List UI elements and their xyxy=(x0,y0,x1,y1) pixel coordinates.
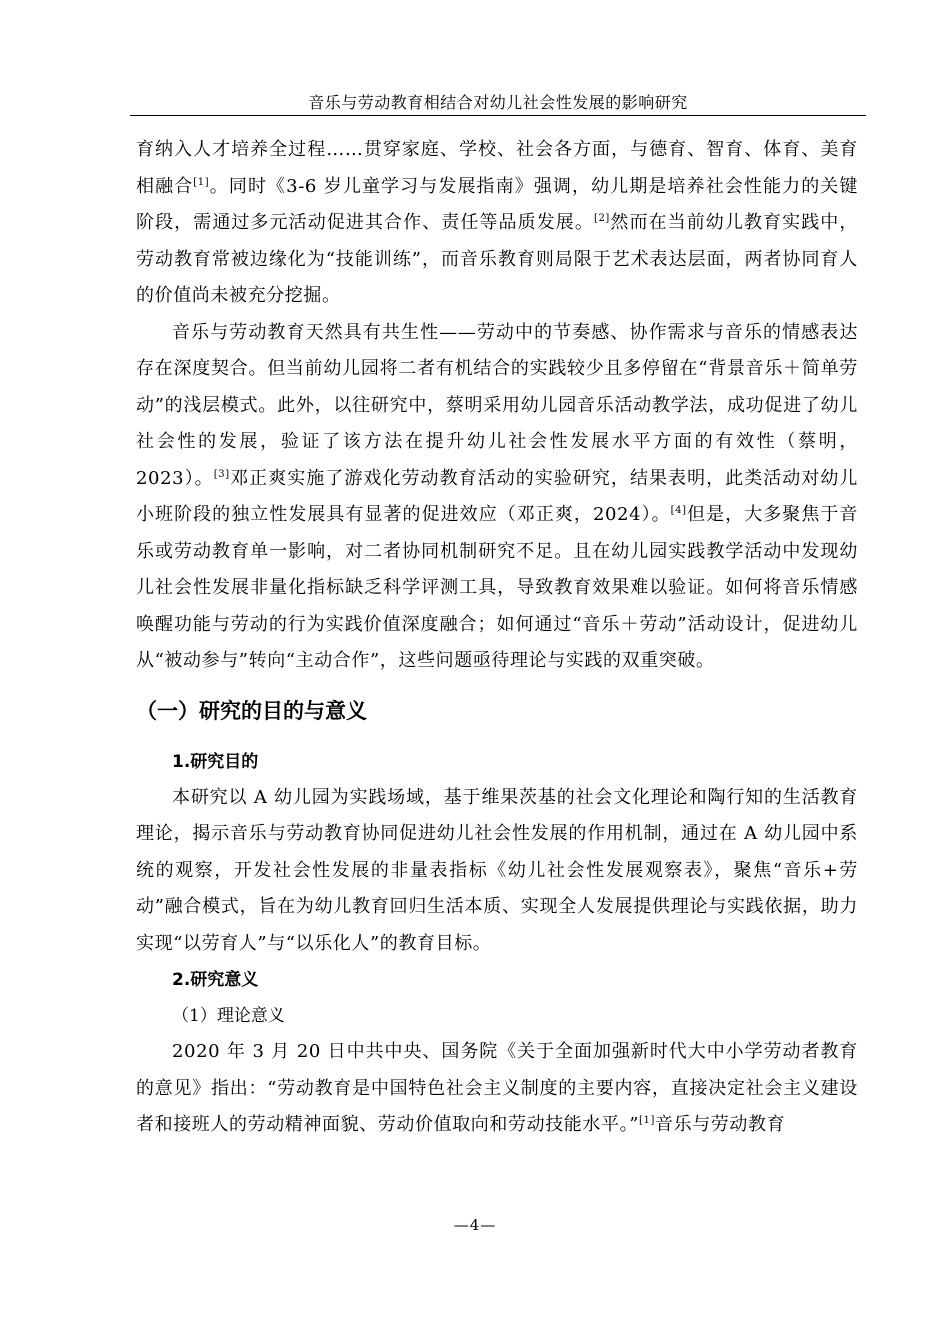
paragraph-text: 音乐与劳动教育 xyxy=(654,1114,786,1135)
subsection-heading-purpose: 1.研究目的 xyxy=(172,751,259,772)
citation-ref: [1] xyxy=(193,176,210,188)
paragraph-theory xyxy=(136,1034,858,1144)
paragraph-text: 然而在当前幼儿教育实践中，劳动教育常被边缘化为“技能训练”，而音乐教育则局限于艺术表达层面，两者协同育人的价值尚未被充分挖掘。 xyxy=(136,212,858,306)
citation-ref: [1] xyxy=(639,1115,655,1126)
paragraph-text: 。同时《3-6 岁儿童学习与发展指南》强调，幼儿期是培养社会性能力的关键阶段，需通过多元活动促进其合作、责任等品质发展。 xyxy=(136,175,858,233)
paragraph-text: 2020 年 3 月 20 日中共中央、国务院《关于全面加强新时代大中小学劳动者教育的意见》指出：“劳动教育是中国特色社会主义制度的主要内容，直接决定社会主义建设者和接班人的劳动精神面貌、劳动价值取向和劳动技能水平。” xyxy=(136,1041,858,1135)
paragraph-purpose: 本研究以 A 幼儿园为实践场域，基于维果茨基的社会文化理论和陶行知的生活教育理论，揭示音乐与劳动教育协同促进幼儿社会性发展的作用机制，通过在 A 幼儿园中系统的观察，开发社会性发展的非量表指标《幼儿社会性发展观察表》，聚焦“音乐+劳动”融合模式，旨在为幼儿教育回归生活本质、实现全人发展提供理论与实践依据，助力实现“以劳育人”与“以乐化人”的教育目标。 xyxy=(136,786,858,954)
section-heading: （一）研究的目的与意义 xyxy=(136,698,367,723)
running-header-title: 音乐与劳动教育相结合对幼儿社会性发展的影响研究 xyxy=(308,93,688,112)
paragraph-text: 育纳入人才培养全过程……贯穿家庭、学校、社会各方面，与德育、智育、体育、美育相融合 xyxy=(136,139,858,197)
citation-ref: [2] xyxy=(593,213,610,224)
page-number: —4— xyxy=(453,1216,497,1234)
paragraph-background xyxy=(136,315,858,680)
citation-ref: [3] xyxy=(213,468,230,480)
subsection-heading-significance: 2.研究意义 xyxy=(172,970,259,990)
subsubsection-heading-theory: （1）理论意义 xyxy=(172,1006,285,1026)
header-divider xyxy=(130,115,866,116)
paragraph-intro-continued xyxy=(136,132,858,315)
page-body xyxy=(136,132,858,1144)
paragraph-text: 邓正爽实施了游戏化劳动教育活动的实验研究，结果表明，此类活动对幼儿小班阶段的独立性发展具有显著的促进效应（邓正爽，2024）。 xyxy=(136,467,858,525)
paragraph-text: 音乐与劳动教育天然具有共生性——劳动中的节奏感、协作需求与音乐的情感表达存在深度契合。但当前幼儿园将二者有机结合的实践较少且多停留在“背景音乐＋简单劳动”的浅层模式。此外，以往研究中，蔡明采用幼儿园音乐活动教学法，成功促进了幼儿社会性的发展，验证了该方法在提升幼儿社会性发展水平方面的有效性（蔡明，2023）。 xyxy=(136,321,858,489)
citation-ref: [4] xyxy=(670,505,687,516)
paragraph-text: 但是，大多聚焦于音乐或劳动教育单一影响，对二者协同机制研究不足。且在幼儿园实践教学活动中发现幼儿社会性发展非量化指标缺乏科学评测工具，导致教育效果难以验证。如何将音乐情感唤醒功能与劳动的行为实践价值深度融合；如何通过“音乐＋劳动”活动设计，促进幼儿从“被动参与”转向“主动合作”，这些问题亟待理论与实践的双重突破。 xyxy=(136,504,858,671)
